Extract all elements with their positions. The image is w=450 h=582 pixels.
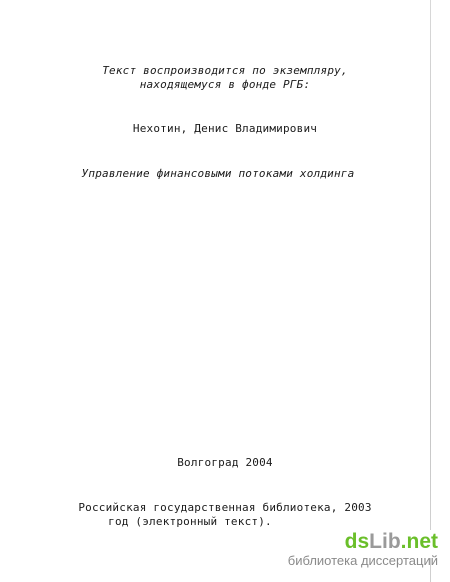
- library-notice-line-1: Российская государственная библиотека, 2003: [78, 501, 372, 514]
- city-year: Волгоград 2004: [177, 456, 273, 469]
- dslib-logo: dsLib.net: [344, 530, 438, 553]
- source-notice-line-1: Текст воспроизводится по экземпляру,: [102, 64, 348, 77]
- library-notice-line-2: год (электронный текст).: [108, 515, 272, 528]
- document-title: Управление финансовыми потоками холдинга: [81, 167, 355, 180]
- dslib-subtitle: библиотека диссертаций: [287, 553, 438, 568]
- author-name: Нехотин, Денис Владимирович: [132, 122, 318, 135]
- source-notice-line-2: находящемуся в фонде РГБ:: [139, 78, 311, 91]
- dslib-watermark: [288, 531, 438, 568]
